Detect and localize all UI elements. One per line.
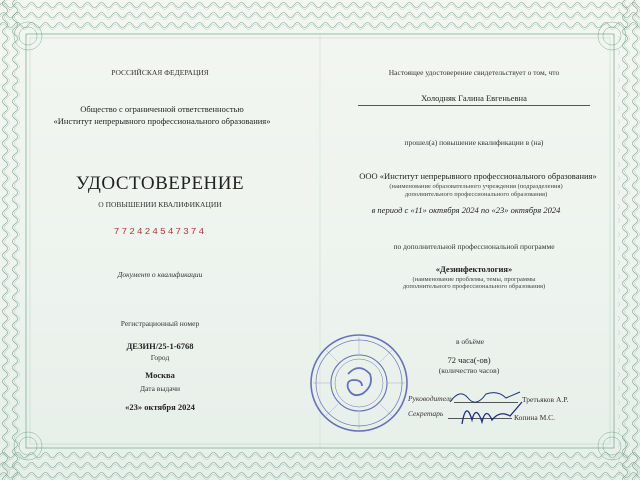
org-name-line2: «Институт непрерывного профессионального образования» xyxy=(53,116,271,126)
volume-label: в объёме xyxy=(455,337,485,346)
passed-text: прошел(а) повышение квалификации в (на) xyxy=(404,138,544,147)
study-period: в период с «11» октября 2024 по «23» октября 2024 xyxy=(371,205,561,215)
volume-hint: (количество часов) xyxy=(438,366,500,375)
serial-number: 772424547374 xyxy=(113,226,207,237)
person-name: Холодняк Галина Евгеньевна xyxy=(421,93,527,103)
city-label: Город xyxy=(150,353,170,362)
volume-value: 72 часа(-ов) xyxy=(447,355,491,365)
head-label: Руководитель xyxy=(408,394,453,403)
certifies-text: Настоящее удостоверение свидетельствует о том, что xyxy=(388,68,560,77)
head-name: Третьяков А.Р. xyxy=(522,395,569,404)
institution-hint-1: (наименование образовательного учреждения (подразделения) xyxy=(389,183,563,190)
issue-date-label: Дата выдачи xyxy=(139,384,181,393)
secretary-label: Секретарь xyxy=(408,409,444,418)
document-caption: Документ о квалификации xyxy=(117,270,203,279)
registration-number: ДЕЗИН/25-1-6768 xyxy=(126,341,194,351)
program-hint-2: дополнительного профессионального образования) xyxy=(402,283,546,290)
program-name: «Дезинфектология» xyxy=(435,264,513,274)
program-intro: по дополнительной профессиональной программе xyxy=(393,242,555,251)
country-label: РОССИЙСКАЯ ФЕДЕРАЦИЯ xyxy=(111,68,209,77)
issue-date-value: «23» октября 2024 xyxy=(125,402,195,412)
secretary-signature-icon xyxy=(456,396,526,430)
name-underline xyxy=(358,105,590,106)
document-title: УДОСТОВЕРЕНИЕ xyxy=(75,173,245,194)
registration-label: Регистрационный номер xyxy=(120,319,200,328)
document-subtitle: О ПОВЫШЕНИИ КВАЛИФИКАЦИИ xyxy=(98,200,222,209)
org-name-line1: Общество с ограниченной ответственностью xyxy=(80,104,244,114)
institution-hint-2: дополнительного профессионального образования) xyxy=(404,191,548,198)
program-hint-1: (наименование проблемы, темы, программы xyxy=(412,276,536,283)
secretary-name: Копина М.С. xyxy=(514,413,556,422)
official-stamp-icon xyxy=(308,332,410,434)
city-value: Москва xyxy=(145,370,175,380)
institution-name: ООО «Институт непрерывного профессионального образования» xyxy=(359,171,597,181)
